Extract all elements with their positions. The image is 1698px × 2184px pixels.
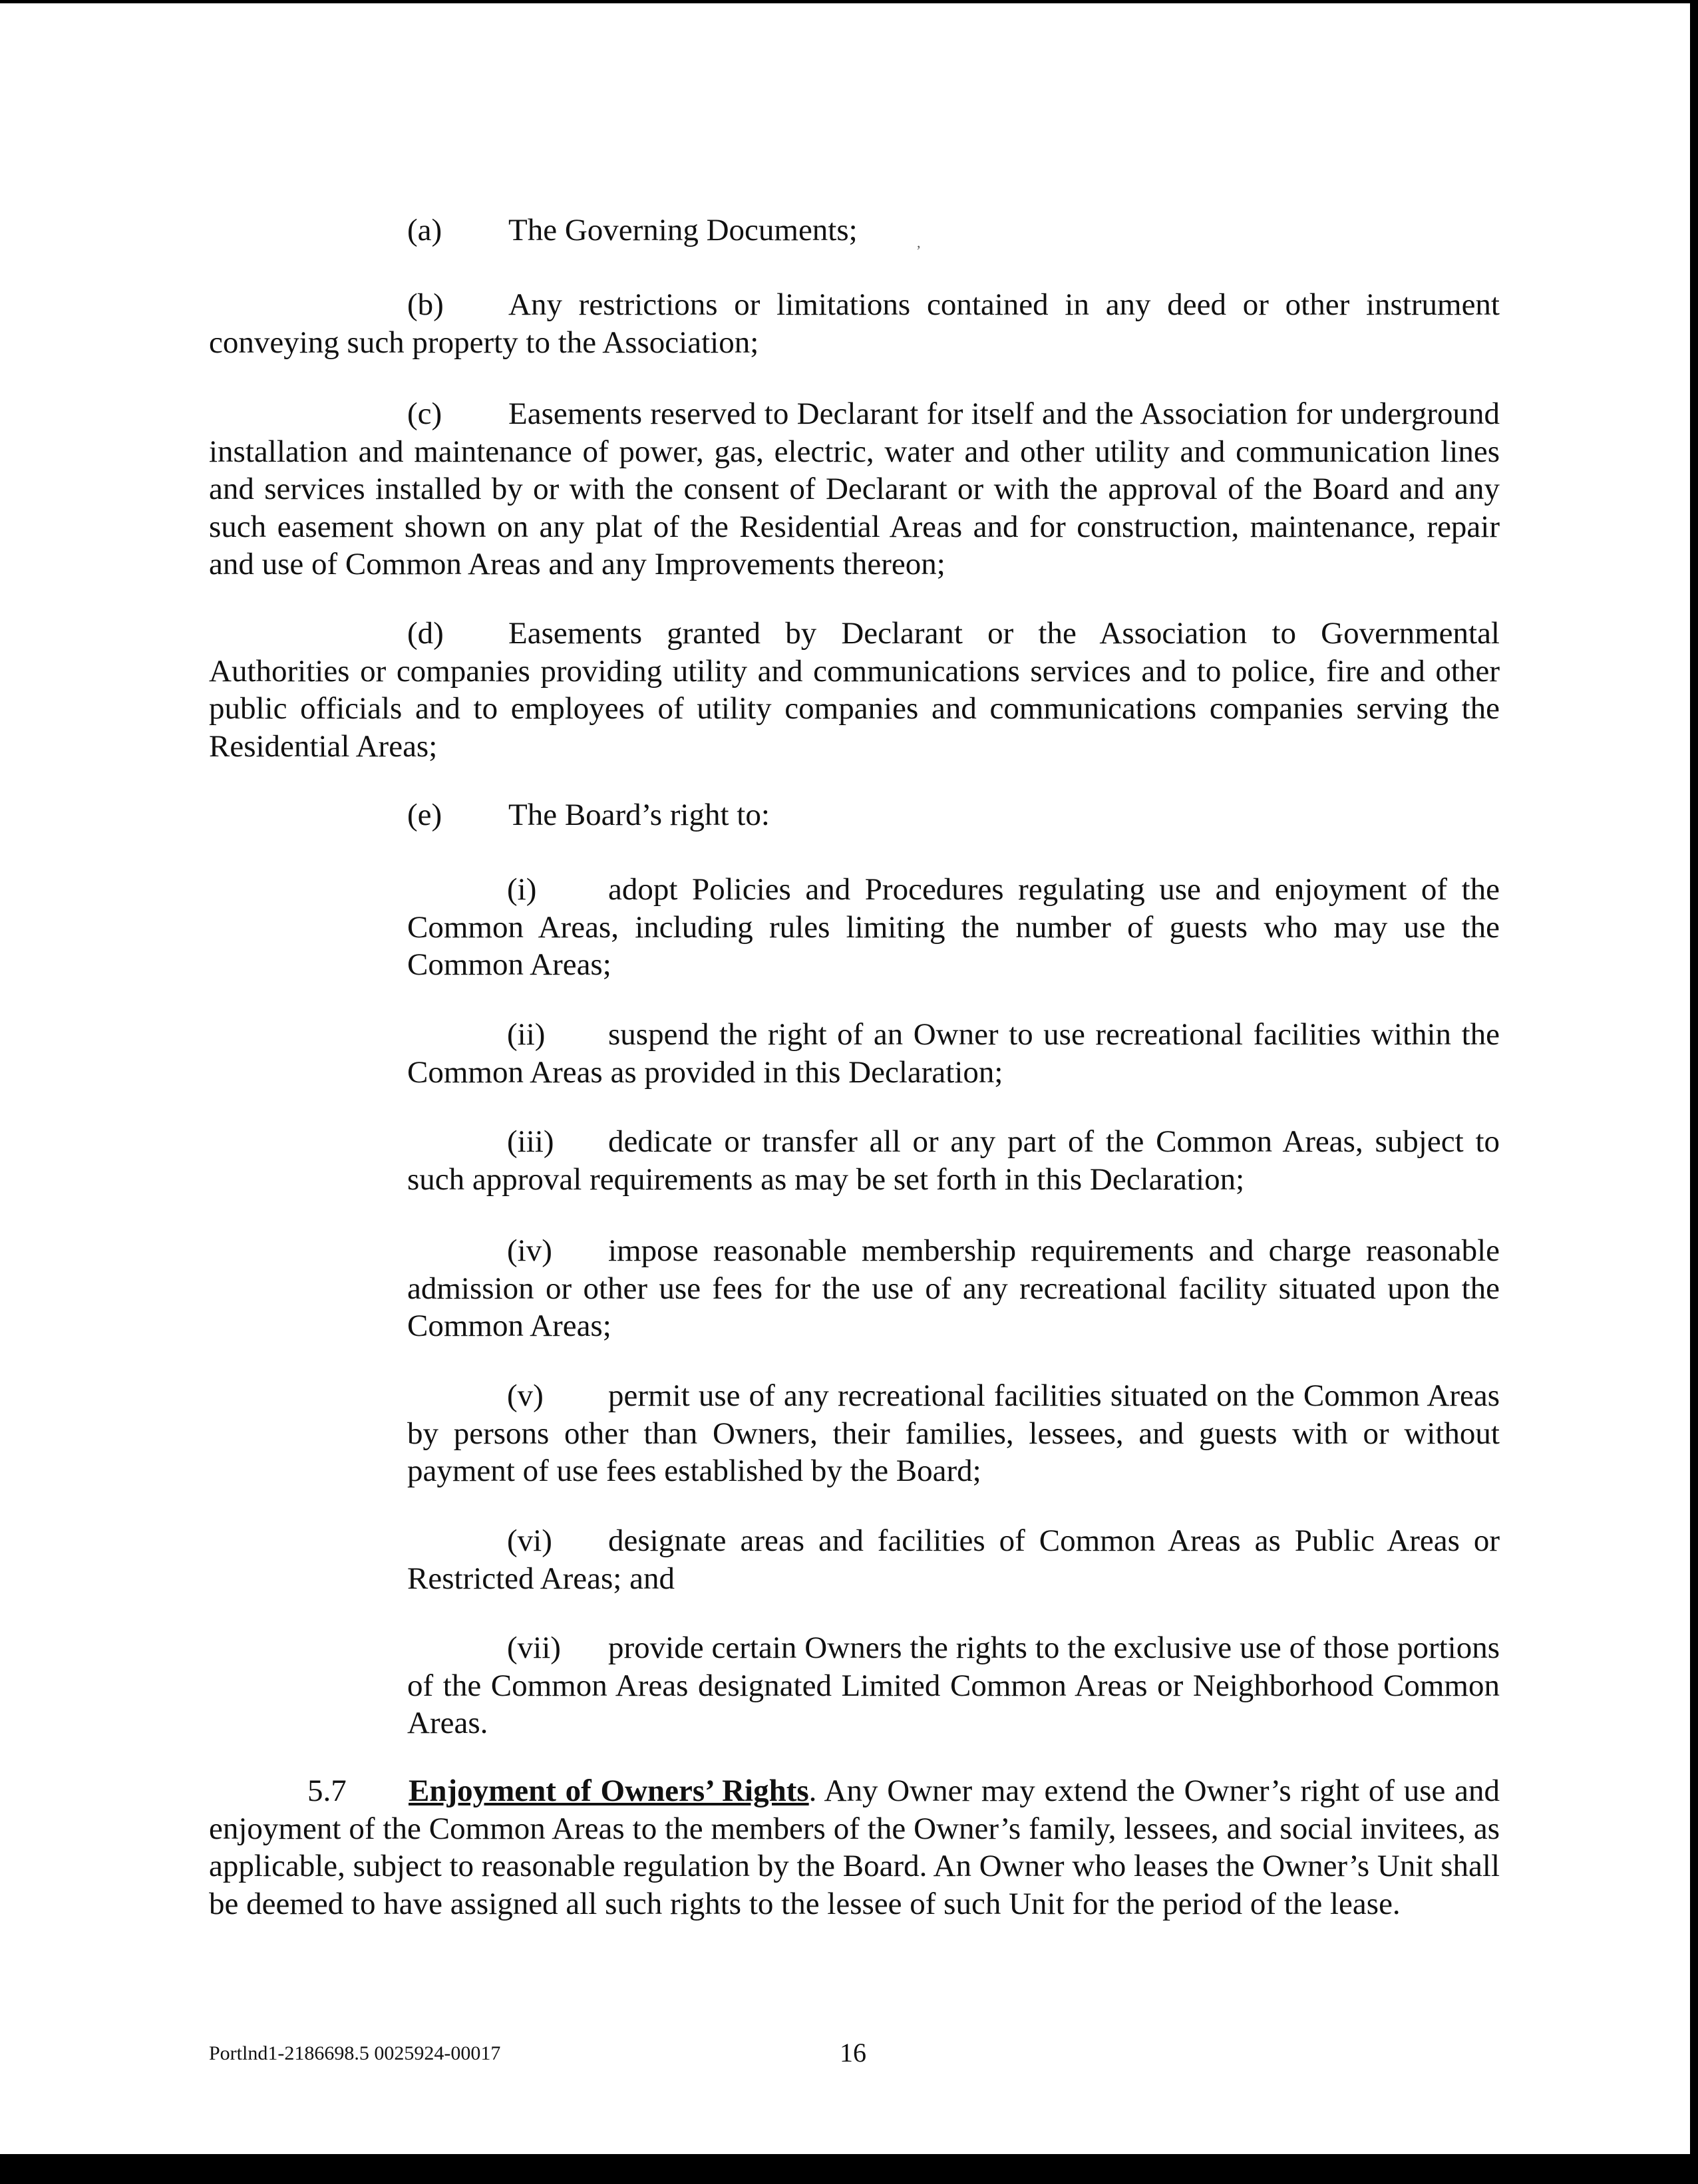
subclause-text: impose reasonable membership requirements and charge reasonable admission or other use fees for the use of any recreational facility situated upon the Common Areas; bbox=[407, 1233, 1500, 1343]
stray-mark: , bbox=[917, 234, 921, 251]
section-heading: Enjoyment of Owners’ Rights bbox=[409, 1774, 809, 1808]
subclause-i bbox=[407, 871, 1500, 984]
subclause-text: designate areas and facilities of Common Areas as Public Areas or Restricted Areas; and bbox=[407, 1523, 1500, 1596]
clause-text: Easements reserved to Declarant for itself and the Association for underground installation and maintenance of power, gas, electric, water and other utility and communication lines and services installed by or with the consent of Declarant or with the approval of the Board and any such easement shown on any plat of the Residential Areas and for construction, maintenance, repair and use of Common Areas and any Improvements thereon; bbox=[209, 396, 1500, 581]
subclause-label: (i) bbox=[507, 872, 537, 907]
subclause-text: adopt Policies and Procedures regulating use and enjoyment of the Common Areas, including rules limiting the number of guests who may use the Common Areas; bbox=[407, 872, 1500, 982]
clause-text: The Board’s right to: bbox=[508, 798, 770, 832]
subclause-label: (ii) bbox=[507, 1017, 546, 1052]
footer-doc-id: Portlnd1-2186698.5 0025924-00017 bbox=[209, 2042, 501, 2064]
subclause-text: permit use of any recreational facilities situated on the Common Areas by persons other than Owners, their families, lessees, and guests with or without payment of use fees established by the Board; bbox=[407, 1378, 1500, 1488]
section-5-7 bbox=[209, 1772, 1500, 1923]
subclause-label: (iii) bbox=[507, 1124, 554, 1159]
subclause-vi bbox=[407, 1522, 1500, 1597]
clause-label: (c) bbox=[407, 396, 442, 431]
clause-d bbox=[209, 615, 1500, 765]
section-text: . Any Owner may extend the Owner’s right of use and enjoyment of the Common Areas to the members of the Owner’s family, lessees, and social invitees, as applicable, subject to reasonable regulation by the Board. An Owner who leases the Owner’s Unit shall be deemed to have assigned all such rights to the lessee of such Unit for the period of the lease. bbox=[209, 1774, 1500, 1921]
subclause-iii bbox=[407, 1123, 1500, 1198]
clause-c bbox=[209, 395, 1500, 583]
clause-text: Any restrictions or limitations contained in any deed or other instrument conveying such property to the Association; bbox=[209, 287, 1500, 360]
subclause-label: (v) bbox=[507, 1378, 544, 1413]
clause-label: (a) bbox=[407, 213, 442, 247]
scan-border bbox=[0, 0, 1698, 3]
clause-b bbox=[209, 286, 1500, 361]
subclause-iv bbox=[407, 1232, 1500, 1345]
section-number: 5.7 bbox=[307, 1774, 347, 1808]
clause-label: (e) bbox=[407, 798, 442, 832]
subclause-text: provide certain Owners the rights to the exclusive use of those portions of the Common Areas designated Limited Common Areas or Neighborhood Common Areas. bbox=[407, 1631, 1500, 1740]
page-number: 16 bbox=[840, 2038, 866, 2068]
clause-e bbox=[209, 796, 1500, 834]
subclause-ii bbox=[407, 1016, 1500, 1091]
subclause-v bbox=[407, 1377, 1500, 1490]
subclause-text: suspend the right of an Owner to use recreational facilities within the Common Areas as provided in this Declaration; bbox=[407, 1017, 1500, 1090]
clause-a bbox=[209, 212, 1500, 249]
clause-label: (d) bbox=[407, 616, 444, 651]
subclause-label: (vii) bbox=[507, 1631, 561, 1665]
subclause-vii bbox=[407, 1629, 1500, 1742]
subclause-label: (vi) bbox=[507, 1523, 552, 1558]
subclause-text: dedicate or transfer all or any part of the Common Areas, subject to such approval requirements as may be set forth in this Declaration; bbox=[407, 1124, 1500, 1197]
clause-label: (b) bbox=[407, 287, 444, 322]
clause-text: Easements granted by Declarant or the Association to Governmental Authorities or companies providing utility and communications services and to police, fire and other public officials and to employees of utility companies and communications companies serving the Residential Areas; bbox=[209, 616, 1500, 764]
clause-text: The Governing Documents; bbox=[508, 213, 858, 247]
subclause-label: (iv) bbox=[507, 1233, 552, 1268]
